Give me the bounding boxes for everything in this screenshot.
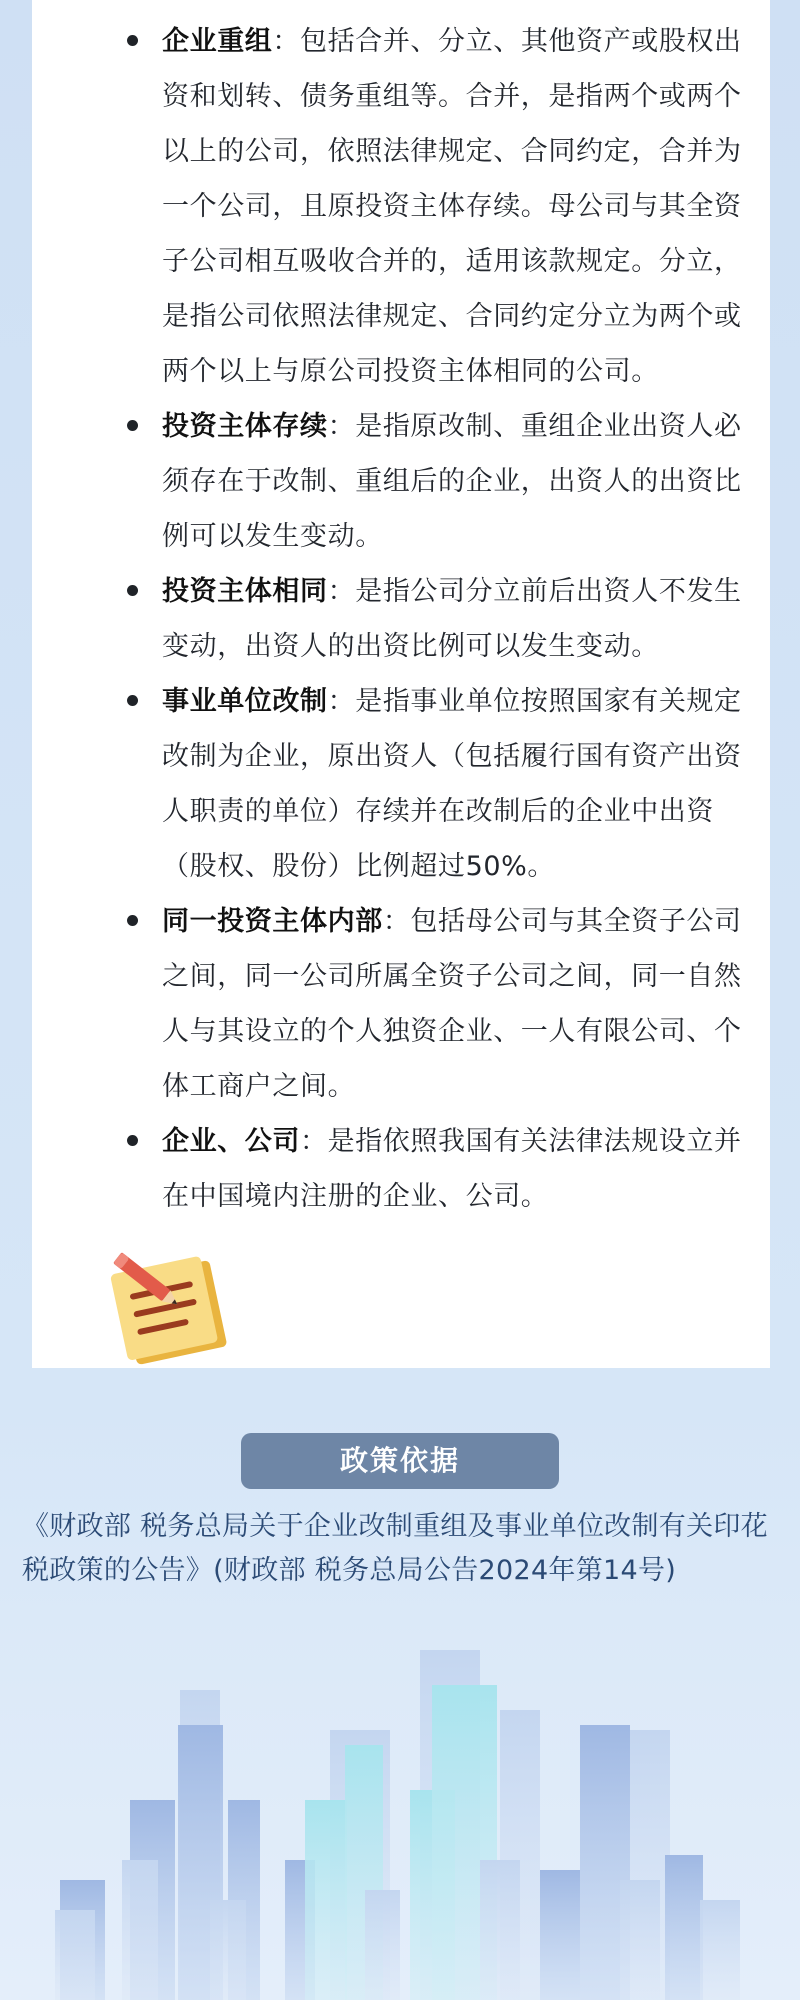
- bullet-icon: [127, 420, 138, 431]
- term-label: 企业重组: [162, 26, 273, 57]
- term-colon: ：: [327, 576, 356, 607]
- term-colon: ：: [300, 1126, 328, 1157]
- bullet-icon: [127, 585, 138, 596]
- list-item: [104, 14, 764, 399]
- bullet-icon: [127, 35, 138, 46]
- term-colon: ：: [272, 26, 301, 57]
- policy-basis-badge: 政策依据: [241, 1433, 559, 1489]
- city-skyline-illustration: [0, 1650, 800, 2000]
- term-description: 包括合并、分立、其他资产或股权出资和划转、债务重组等。合并，是指两个或两个以上的公司，依照法律规定、合同约定，合并为一个公司，且原投资主体存续。母公司与其全资子公司相互吸收合并的，适用该款规定。分立，是指公司依照法律规定、合同约定分立为两个或两个以上与原公司投资主体相同的公司。: [162, 26, 742, 387]
- term-description: 是指事业单位按照国家有关规定改制为企业，原出资人（包括履行国有资产出资人职责的单位）存续并在改制后的企业中出资（股权、股份）比例超过50%。: [162, 686, 742, 882]
- term-description: 是指公司分立前后出资人不发生变动，出资人的出资比例可以发生变动。: [162, 576, 742, 662]
- list-item: [104, 674, 764, 894]
- term-colon: ：: [327, 411, 356, 442]
- bullet-icon: [127, 1135, 138, 1146]
- term-label: 同一投资主体内部: [162, 906, 383, 937]
- list-item: [104, 564, 764, 674]
- term-label: 事业单位改制: [162, 686, 328, 717]
- term-description: 是指依照我国有关法律法规设立并在中国境内注册的企业、公司。: [162, 1126, 742, 1212]
- term-colon: ：: [327, 686, 356, 717]
- bullet-icon: [127, 915, 138, 926]
- term-label: 企业、公司: [162, 1126, 300, 1157]
- term-label: 投资主体存续: [162, 411, 328, 442]
- term-colon: ：: [382, 906, 411, 937]
- list-item: [104, 1114, 764, 1224]
- definition-list: [104, 14, 764, 1224]
- memo-pencil-icon: [106, 1246, 236, 1371]
- policy-reference-text: 《财政部 税务总局关于企业改制重组及事业单位改制有关印花税政策的公告》(财政部 税务总局公告2024年第14号): [22, 1511, 768, 1586]
- term-label: 投资主体相同: [162, 576, 328, 607]
- term-description: 包括母公司与其全资子公司之间，同一公司所属全资子公司之间，同一自然人与其设立的个人独资企业、一人有限公司、个体工商户之间。: [162, 906, 742, 1102]
- list-item: [104, 894, 764, 1114]
- bullet-icon: [127, 695, 138, 706]
- term-description: 是指原改制、重组企业出资人必须存在于改制、重组后的企业，出资人的出资比例可以发生变动。: [162, 411, 742, 552]
- content-card: [32, 0, 770, 1368]
- list-item: [104, 399, 764, 564]
